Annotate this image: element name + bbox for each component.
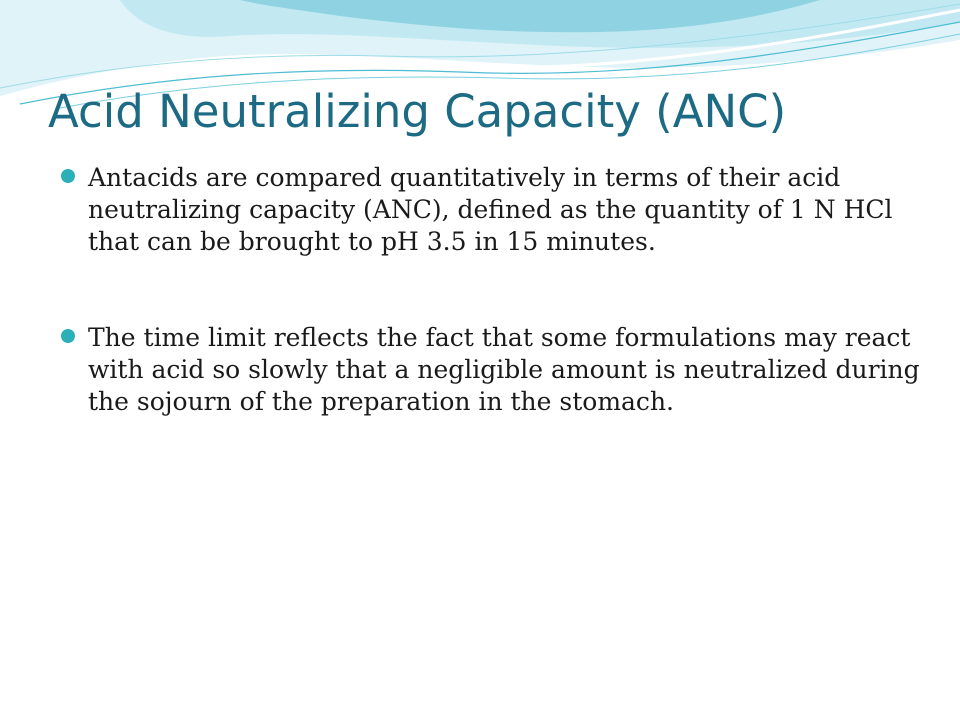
round-bullet-icon — [61, 329, 75, 343]
bullet-item — [60, 162, 920, 258]
bullet-list — [60, 162, 920, 418]
bullet-text: The time limit reflects the fact that some formulations may react with acid so slowly that a negligible amount is neutralized during the sojourn of the preparation in the stomach. — [88, 323, 920, 416]
bullet-text: Antacids are compared quantitatively in terms of their acid neutralizing capacity (ANC), defined as the quantity of 1 N HCl that can be brought to pH 3.5 in 15 minutes. — [88, 163, 893, 256]
slide-title: Acid Neutralizing Capacity (ANC) — [48, 85, 787, 138]
round-bullet-icon — [61, 169, 75, 183]
bullet-item — [60, 322, 920, 418]
